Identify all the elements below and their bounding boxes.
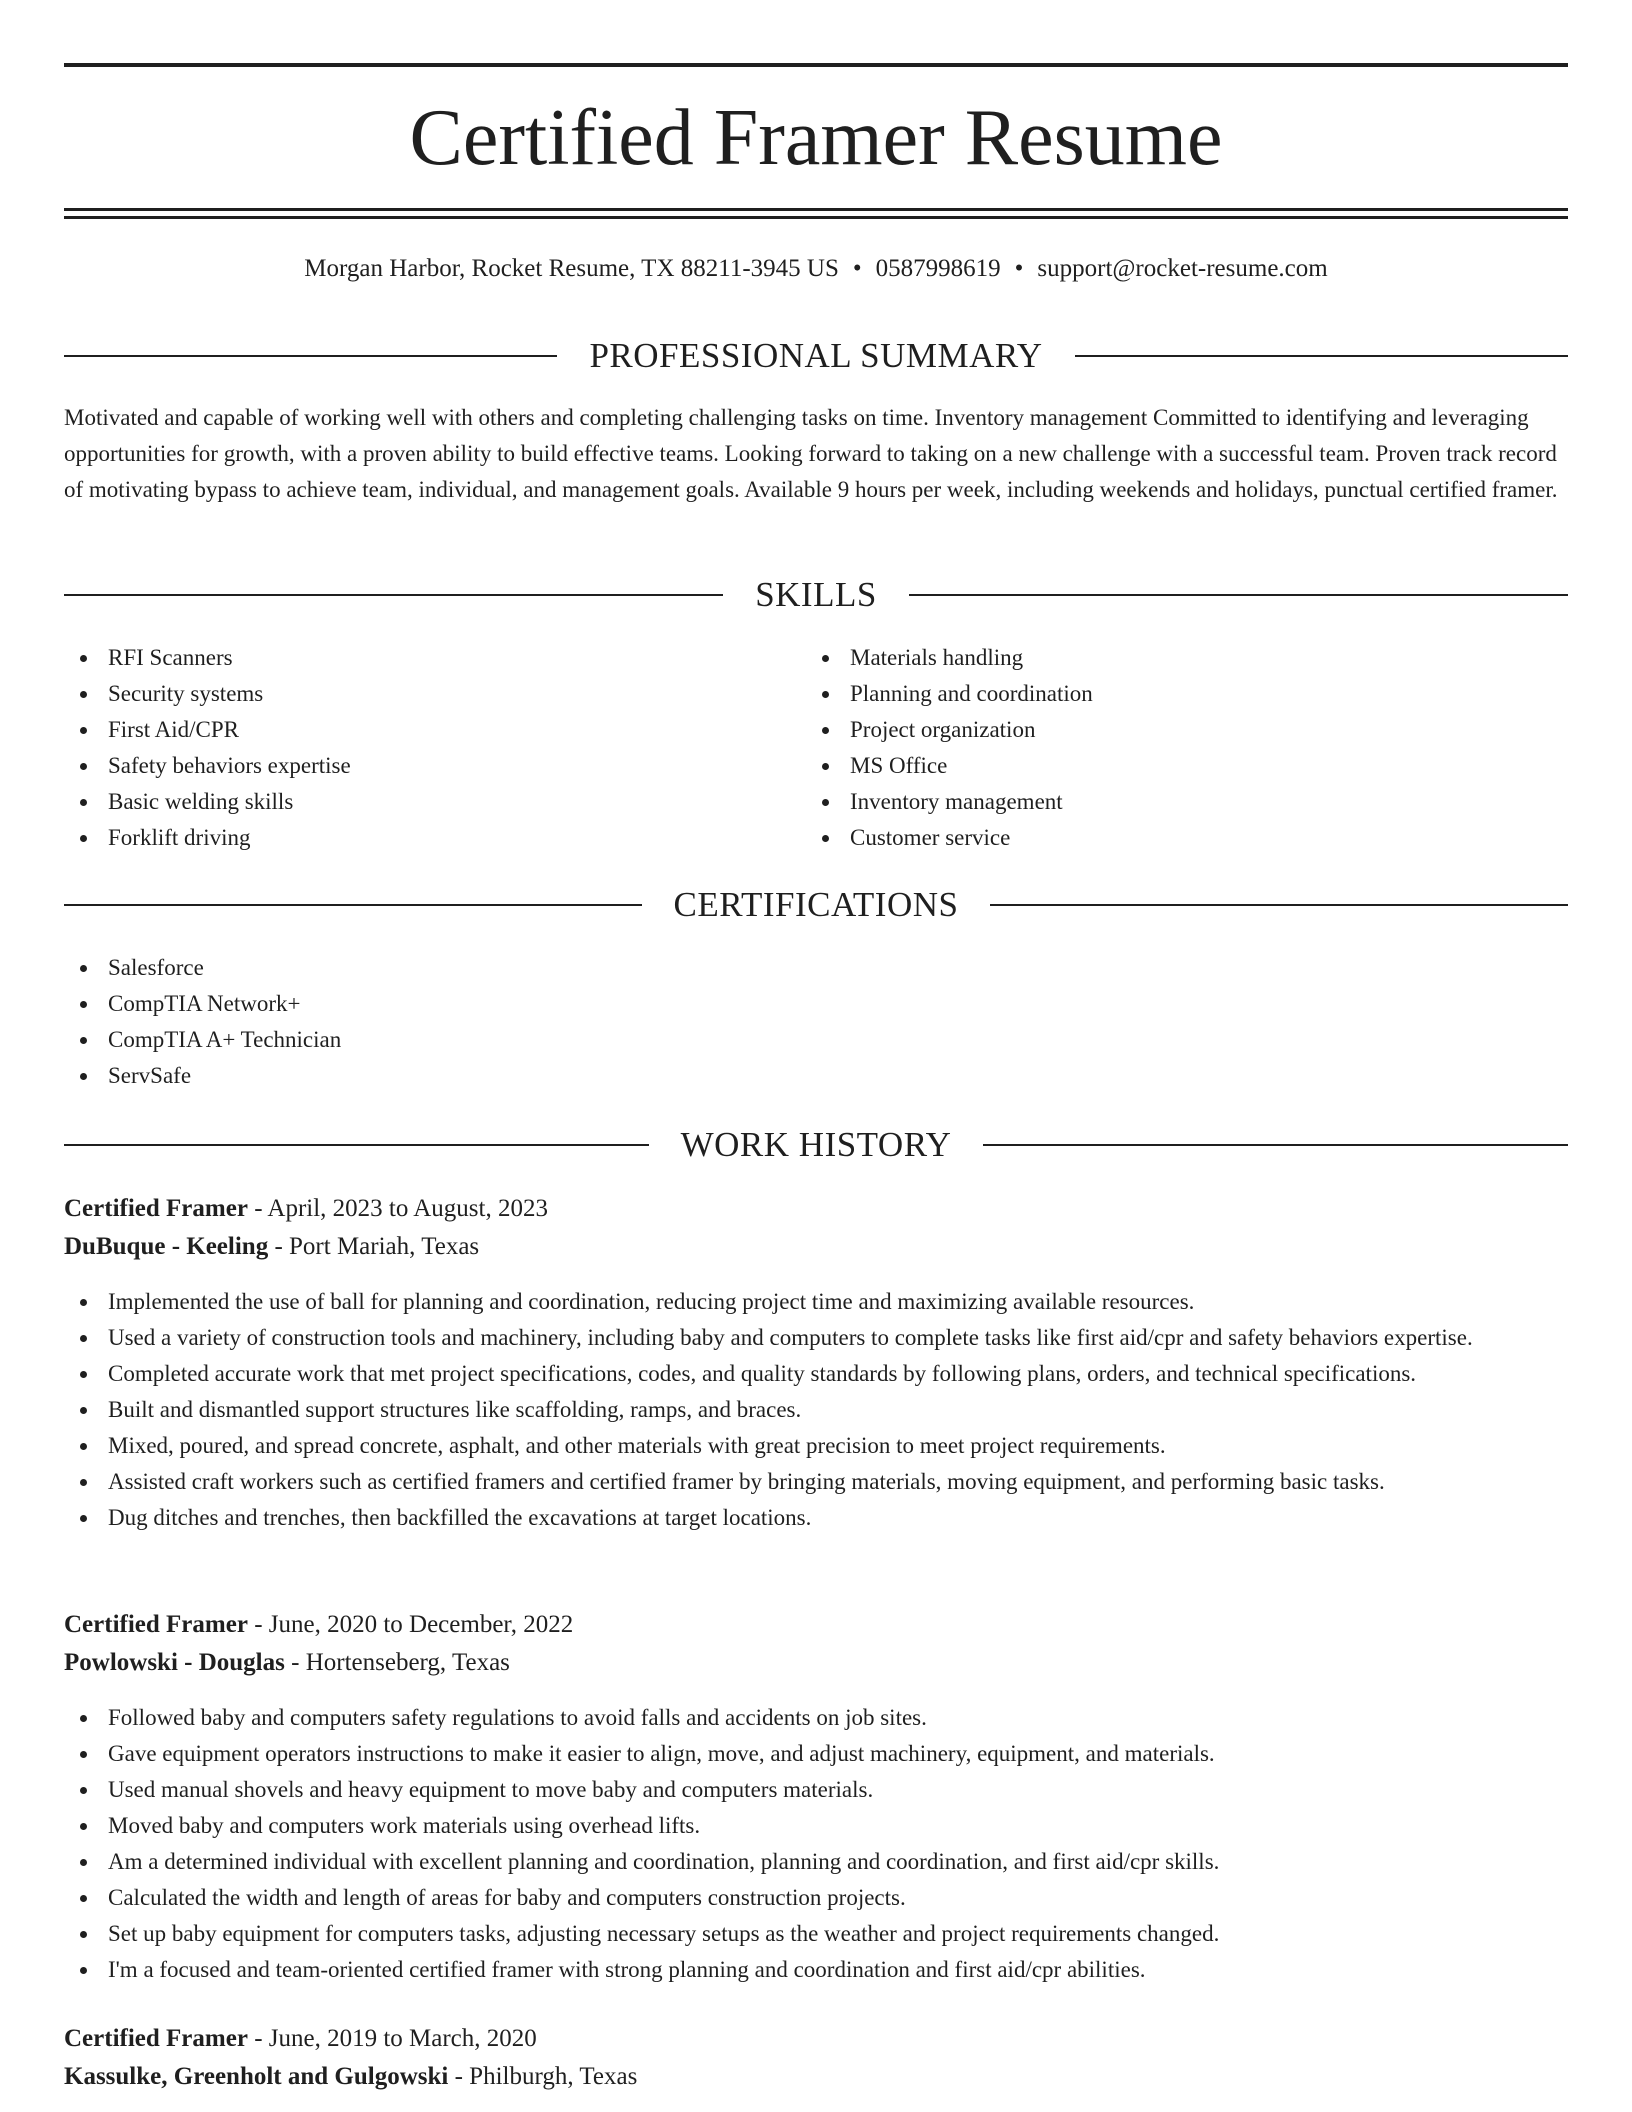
job-title: Certified Framer: [64, 2025, 248, 2052]
contact-phone[interactable]: 0587998619: [875, 255, 1001, 282]
skill-item: Project organization: [806, 712, 1546, 748]
job-location: - Hortenseberg, Texas: [284, 1649, 510, 1676]
section-title: SKILLS: [755, 575, 877, 614]
job-company: Powlowski - Douglas: [64, 1649, 285, 1676]
skill-item: Forklift driving: [64, 820, 804, 856]
skills-list-right: [806, 640, 1546, 856]
contact-separator: •: [1014, 255, 1024, 282]
title-rule-upper: [64, 208, 1568, 211]
divider-line: [64, 904, 642, 906]
skills-list-left: [64, 640, 804, 856]
contact-address: Morgan Harbor, Rocket Resume, TX 88211-3945 US: [304, 255, 839, 282]
top-rule: [64, 63, 1568, 67]
divider-line: [909, 594, 1568, 596]
job-bullet: I'm a focused and team-oriented certified framer with strong planning and coordination and first aid/cpr abilities.: [64, 1952, 1568, 1988]
skill-item: MS Office: [806, 748, 1546, 784]
divider-line: [990, 904, 1568, 906]
section-header-summary: [64, 334, 1568, 378]
job-company-line: [64, 2058, 1568, 2096]
job-company: Kassulke, Greenholt and Gulgowski: [64, 2063, 449, 2090]
job-bullet: Completed accurate work that met project specifications, codes, and quality standards by following plans, orders, and technical specifications.: [64, 1356, 1568, 1392]
skill-item: Customer service: [806, 820, 1546, 856]
job-bullet: Dug ditches and trenches, then backfilled the excavations at target locations.: [64, 1500, 1568, 1536]
divider-line: [64, 594, 723, 596]
divider-line: [983, 1144, 1568, 1146]
divider-line: [64, 1144, 649, 1146]
skill-item: Security systems: [64, 676, 804, 712]
job-title-line: [64, 2020, 1568, 2058]
job-bullet: Am a determined individual with excellent planning and coordination, planning and coordination, and first aid/cpr skills.: [64, 1844, 1568, 1880]
job-company-line: [64, 1644, 1568, 1682]
skill-item: Materials handling: [806, 640, 1546, 676]
divider-line: [1075, 355, 1568, 357]
job-bullet: Set up baby equipment for computers tasks, adjusting necessary setups as the weather and project requirements changed.: [64, 1916, 1568, 1952]
job-dates: - April, 2023 to August, 2023: [247, 1195, 548, 1222]
certification-item: Salesforce: [64, 950, 1568, 986]
skill-item: Safety behaviors expertise: [64, 748, 804, 784]
certification-item: ServSafe: [64, 1058, 1568, 1094]
divider-line: [64, 355, 557, 357]
certification-item: CompTIA Network+: [64, 986, 1568, 1022]
job-bullet: Built and dismantled support structures like scaffolding, ramps, and braces.: [64, 1392, 1568, 1428]
job-bullet: Mixed, poured, and spread concrete, asphalt, and other materials with great precision to meet project requirements.: [64, 1428, 1568, 1464]
job-dates: - June, 2019 to March, 2020: [247, 2025, 537, 2052]
job-bullet: Calculated the width and length of areas for baby and computers construction projects.: [64, 1880, 1568, 1916]
job-title: Certified Framer: [64, 1611, 248, 1638]
job-bullet: Assisted craft workers such as certified framers and certified framer by bringing materials, moving equipment, and performing basic tasks.: [64, 1464, 1568, 1500]
skill-item: Basic welding skills: [64, 784, 804, 820]
contact-separator: •: [852, 255, 862, 282]
skill-item: First Aid/CPR: [64, 712, 804, 748]
job-bullets: [64, 1700, 1568, 1988]
certifications-list: [64, 950, 1568, 1094]
job-bullets: [64, 1284, 1568, 1536]
job-company-line: [64, 1228, 1568, 1266]
job-bullet: Gave equipment operators instructions to make it easier to align, move, and adjust machinery, equipment, and materials.: [64, 1736, 1568, 1772]
section-header-certifications: [64, 883, 1568, 927]
job-bullet: Followed baby and computers safety regulations to avoid falls and accidents on job sites.: [64, 1700, 1568, 1736]
section-header-skills: [64, 573, 1568, 617]
job-bullet: Used manual shovels and heavy equipment to move baby and computers materials.: [64, 1772, 1568, 1808]
title-rule-lower: [64, 216, 1568, 219]
job-bullet: Implemented the use of ball for planning and coordination, reducing project time and maximizing available resources.: [64, 1284, 1568, 1320]
job-bullet: Moved baby and computers work materials using overhead lifts.: [64, 1808, 1568, 1844]
section-title: CERTIFICATIONS: [673, 885, 959, 924]
skill-item: Planning and coordination: [806, 676, 1546, 712]
job-title-line: [64, 1190, 1568, 1228]
certification-item: CompTIA A+ Technician: [64, 1022, 1568, 1058]
contact-email[interactable]: support@rocket-resume.com: [1037, 255, 1328, 282]
section-title: WORK HISTORY: [680, 1125, 952, 1164]
job-title: Certified Framer: [64, 1195, 248, 1222]
job-location: - Philburgh, Texas: [448, 2063, 638, 2090]
section-header-work-history: [64, 1123, 1568, 1167]
job-dates: - June, 2020 to December, 2022: [247, 1611, 574, 1638]
skill-item: RFI Scanners: [64, 640, 804, 676]
contact-line: [64, 252, 1568, 286]
page-title: Certified Framer Resume: [409, 94, 1223, 182]
section-title: PROFESSIONAL SUMMARY: [589, 336, 1043, 375]
skill-item: Inventory management: [806, 784, 1546, 820]
summary-text: Motivated and capable of working well with others and completing challenging tasks on time. Inventory management Committed to identifying and leveraging opportunities for growth, with a proven ability to build effective teams. Looking forward to taking on a new challenge with a successful team. Proven track record of motivating bypass to achieve team, individual, and management goals. Available 9 hours per week, including weekends and holidays, punctual certified framer.: [64, 405, 1558, 502]
job-bullet: Used a variety of construction tools and machinery, including baby and computers to complete tasks like first aid/cpr and safety behaviors expertise.: [64, 1320, 1568, 1356]
job-location: - Port Mariah, Texas: [268, 1233, 480, 1260]
job-company: DuBuque - Keeling: [64, 1233, 269, 1260]
job-title-line: [64, 1606, 1568, 1644]
